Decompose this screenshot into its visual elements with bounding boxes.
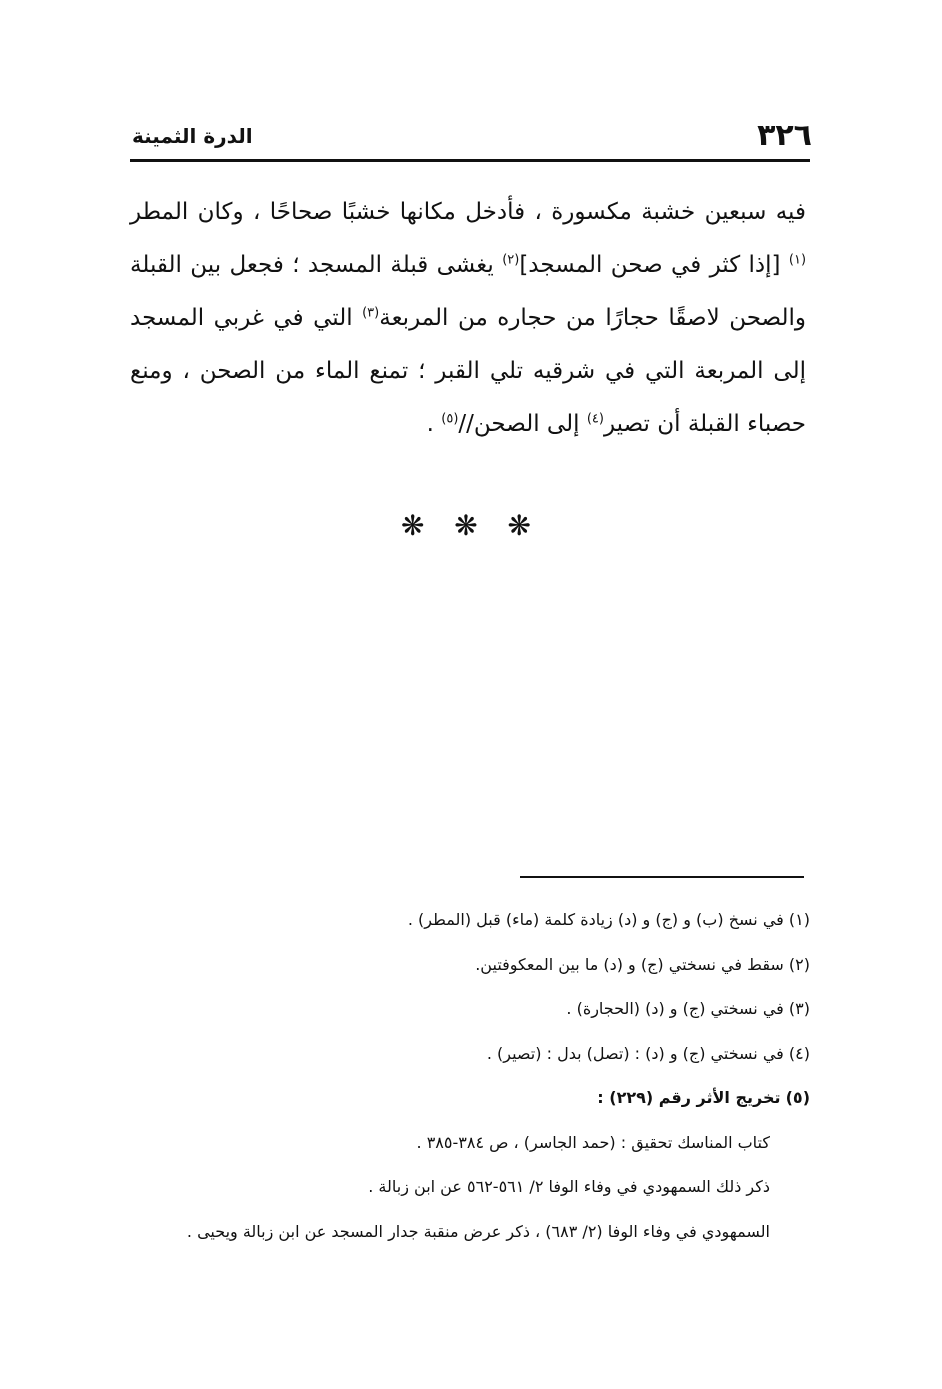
- text-segment: التي في غربي المسجد إلى المربعة التي في: [130, 305, 807, 384]
- footnote-text: تخريج الأثر رقم (٢٢٩) :: [597, 1088, 781, 1107]
- text-segment: لاصقًا حجارًا من حجاره من المربعة: [379, 305, 720, 331]
- text-segment: كثر في صحن المسجد]: [519, 252, 741, 278]
- footnote-source: [180, 1165, 810, 1210]
- footnote-ref: (٤): [586, 411, 604, 427]
- footnote-number: (٤): [788, 1043, 810, 1063]
- footnote-ref: (٣): [362, 305, 380, 321]
- footnote-text: السمهودي في وفاء الوفا (٢/ ٦٨٣) ، ذكر عرض منقبة جدار المسجد عن ابن زبالة ويحيى .: [186, 1221, 770, 1241]
- footnote-item: [180, 1032, 810, 1077]
- page-header: [132, 118, 812, 158]
- footnote-text: كتاب المناسك تحقيق : (حمد الجاسر) ، ص ٣٨٤-٣٨٥ .: [416, 1132, 770, 1152]
- footnote-text: في نسختي (ج) و (د) (الحجارة) .: [566, 999, 784, 1018]
- text-segment: شرقيه تلي القبر ؛ تمنع الماء من الصحن ، ومنع حصباء القبلة أن تصير: [130, 358, 806, 437]
- text-segment: إلى: [546, 411, 580, 437]
- footnote-ref: (٥): [441, 411, 459, 427]
- footnote-rule: [520, 876, 804, 878]
- footnote-item: [180, 943, 810, 988]
- footnote-number: (٢): [788, 954, 810, 974]
- main-paragraph: [130, 186, 806, 451]
- header-rule: [130, 159, 810, 162]
- footnote-text: في نسختي (ج) و (د) : (تصل) بدل : (تصير) .: [486, 1043, 784, 1063]
- running-title: الدرة الثمينة: [132, 124, 253, 148]
- footnote-item: [180, 898, 810, 943]
- footnote-number: (١): [788, 910, 810, 929]
- page-number: ٣٢٦: [757, 118, 812, 153]
- footnote-number: (٣): [788, 999, 810, 1018]
- footnotes-list: [180, 898, 810, 1254]
- text-segment: فيه سبعين خشبة مكسورة ، فأدخل مكانها خشبًا صحاحًا ، وكان المطر: [130, 199, 806, 225]
- footnote-text: سقط في نسختي (ج) و (د) ما بين المعكوفتين.: [475, 954, 784, 974]
- main-text: [130, 186, 806, 451]
- footnote-ref: (١): [788, 252, 807, 268]
- section-separator: ❋ ❋ ❋: [401, 509, 541, 542]
- text-segment: يغشى قبلة المسجد ؛ فجعل بين القبلة والصحن: [130, 252, 806, 331]
- footnote-source: [180, 1121, 810, 1166]
- footnote-source: [180, 1210, 810, 1255]
- text-segment: .: [426, 411, 434, 437]
- footnote-ref: (٢): [502, 252, 520, 268]
- text-segment: الصحن//: [458, 411, 540, 437]
- footnote-text: في نسخ (ب) و (ج) و (د) زيادة كلمة (ماء) قبل (المطر) .: [407, 910, 784, 929]
- text-segment: [إذا: [748, 252, 781, 278]
- footnote-text: ذكر ذلك السمهودي في وفاء الوفا ٢/ ٥٦١-٥٦٢ عن ابن زبالة .: [368, 1177, 770, 1196]
- footnote-number: (٥): [785, 1088, 810, 1107]
- footnote-item: [180, 1076, 810, 1121]
- footnote-item: [180, 987, 810, 1032]
